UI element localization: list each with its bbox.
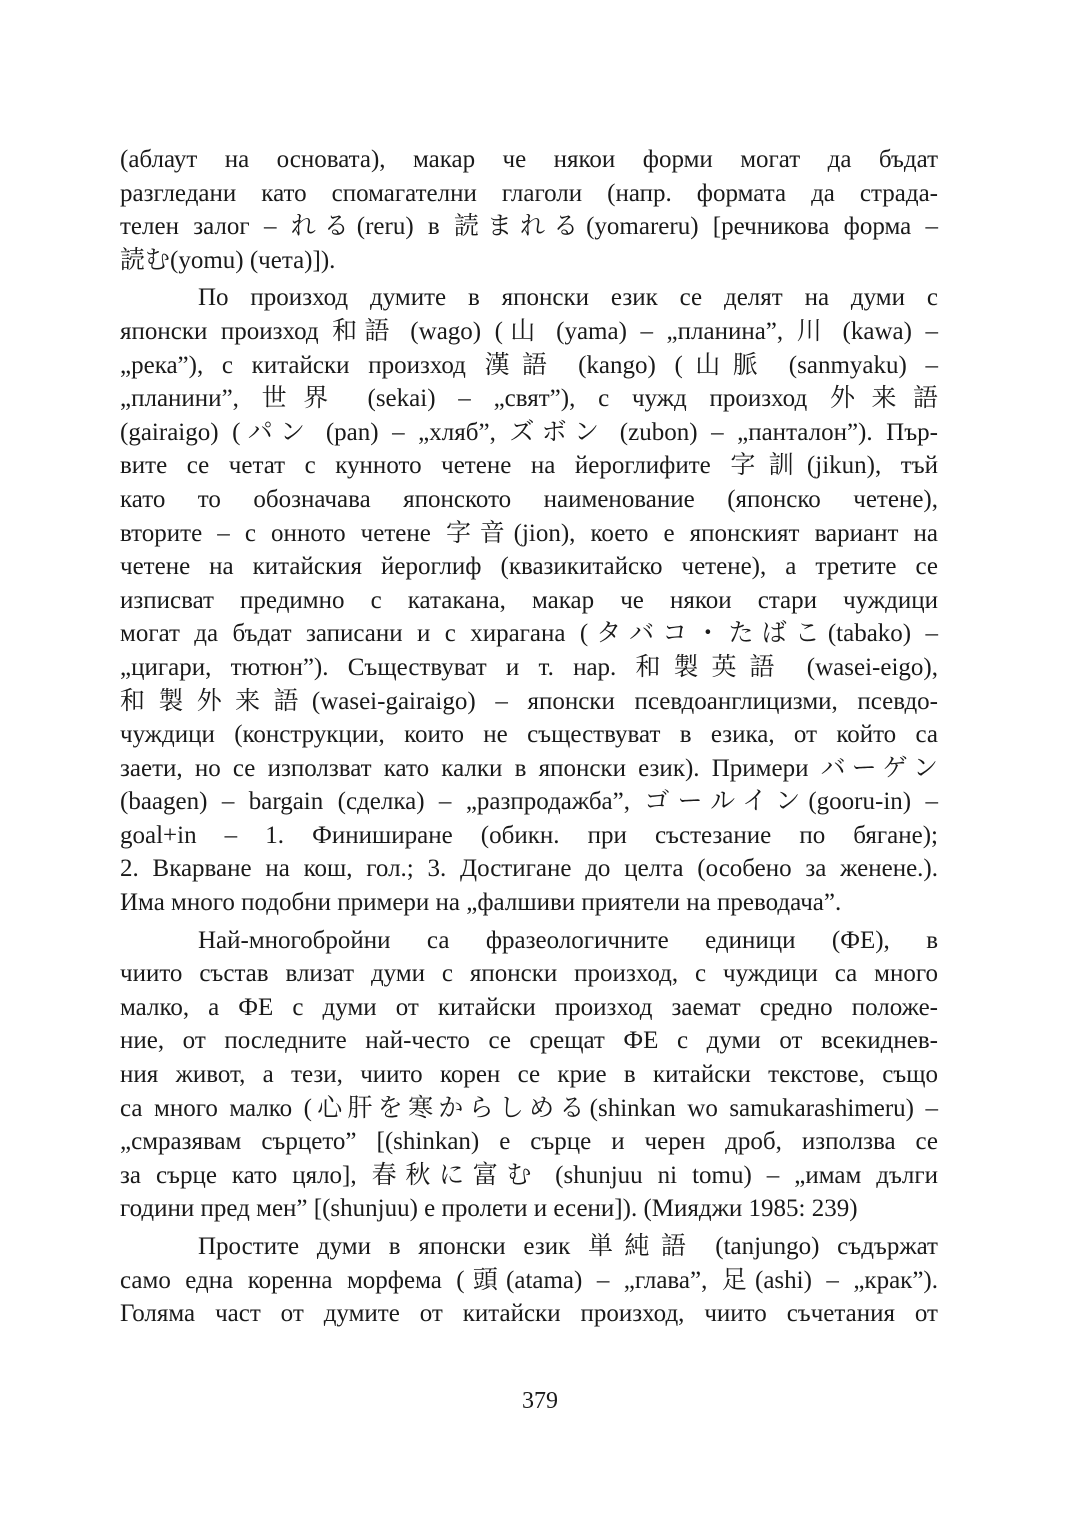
paragraph [120, 281, 938, 919]
text-line: четене на китайския йероглиф (квазикитайско четене), а третите се [120, 553, 938, 581]
text-line: вторите – с онното четене 字音(jion), което е японският вариант на [120, 519, 938, 547]
text-line: 2. Вкарване на кош, гол.; 3. Достигане до целта (особено за женене.). [120, 855, 938, 883]
text-line: могат да бъдат записани и с хирагана (タバコ・たばこ(tabako) – [120, 620, 938, 648]
paragraph [120, 1230, 938, 1331]
text-line: само една коренна морфема (頭(atama) – „глава”, 足(ashi) – „крак”). [120, 1266, 938, 1294]
text-line: По произход думите в японски език се делят на думи с [198, 284, 938, 312]
text-line: 読む(yomu) (чета)]). [120, 246, 336, 274]
text-line: вите се четат с кунното четене на йероглифите 字訓(jikun), тъй [120, 452, 938, 480]
page-number: 379 [522, 1388, 558, 1414]
text-line: Най-многобройни са фразеологичните единици (ФЕ), в [198, 926, 938, 954]
text-line: ния живот, а тези, чиито корен се крие в китайски текстове, също [120, 1061, 938, 1089]
paragraph [120, 924, 938, 1226]
text-line: разгледани като спомагателни глаголи (напр. формата да страда- [120, 179, 938, 207]
text-line: изписват предимно с катакана, макар че някои стари чуждици [120, 586, 938, 614]
text-line: ние, от последните най-често се срещат ФЕ с думи от всекиднев- [120, 1027, 938, 1055]
text-line: като то обозначава японското наименование (японско четене), [120, 485, 938, 513]
text-line: за сърце като цяло], 春秋に富む (shunjuu ni tomu) – „имам дълги [120, 1161, 938, 1189]
body-text [120, 143, 938, 1331]
paragraph [120, 143, 938, 277]
text-line: чиито състав влизат думи с японски произход, с чуждици са много [120, 960, 938, 988]
text-line: Има много подобни примери на „фалшиви приятели на преводача”. [120, 889, 842, 917]
text-line: години пред мен” [(shunjuu) е пролети и есени]). (Мияджи 1985: 239) [120, 1195, 858, 1223]
text-line: (baagen) – bargain (сделка) – „разпродажба”, ゴールイン(gooru-in) – [120, 788, 938, 816]
text-line: „планини”, 世界 (sekai) – „свят”), с чужд произход 外来語 [120, 385, 938, 413]
text-line: (аблаут на основата), макар че някои форми могат да бъдат [120, 146, 938, 173]
text-line: „река”), с китайски произход 漢語 (kango) (山脈 (sanmyaku) – [120, 351, 938, 379]
text-line: goal+in – 1. Финиширане (обикн. при състезание по бягане); [120, 821, 938, 849]
text-line: 和製外来語(wasei-gairaigo) – японски псевдоанглицизми, псевдо- [120, 687, 938, 715]
text-line: малко, а ФЕ с думи от китайски произход заемат средно положе- [120, 993, 938, 1021]
text-line: чуждици (конструкции, които не съществуват в езика, от който са [120, 721, 938, 749]
text-line: „цигари, тютюн”). Съществуват и т. нар. 和製英語 (wasei-eigo), [120, 653, 938, 681]
text-line: заети, но се използват като калки в японски език). Примери バーゲン [120, 754, 938, 782]
text-line: Голяма част от думите от китайски произход, чиито съчетания от [120, 1300, 938, 1328]
text-line: телен залог – れる(reru) в 読まれる(yomareru) [речникова форма – [120, 213, 938, 241]
text-line: „смразявам сърцето” [(shinkan) е сърце и черен дроб, използва се [120, 1128, 938, 1156]
text-line: японски произход 和語 (wago) (山 (yama) – „планина”, 川 (kawa) – [120, 317, 938, 345]
text-line: Простите думи в японски език 単純語 (tanjungo) съдържат [198, 1233, 938, 1260]
text-line: са много малко (心肝を寒からしめる(shinkan wo samukarashimeru) – [120, 1094, 938, 1122]
text-line: (gairaigo) (パン (pan) – „хляб”, ズボン (zubon) – „панталон”). Пър- [120, 418, 938, 446]
